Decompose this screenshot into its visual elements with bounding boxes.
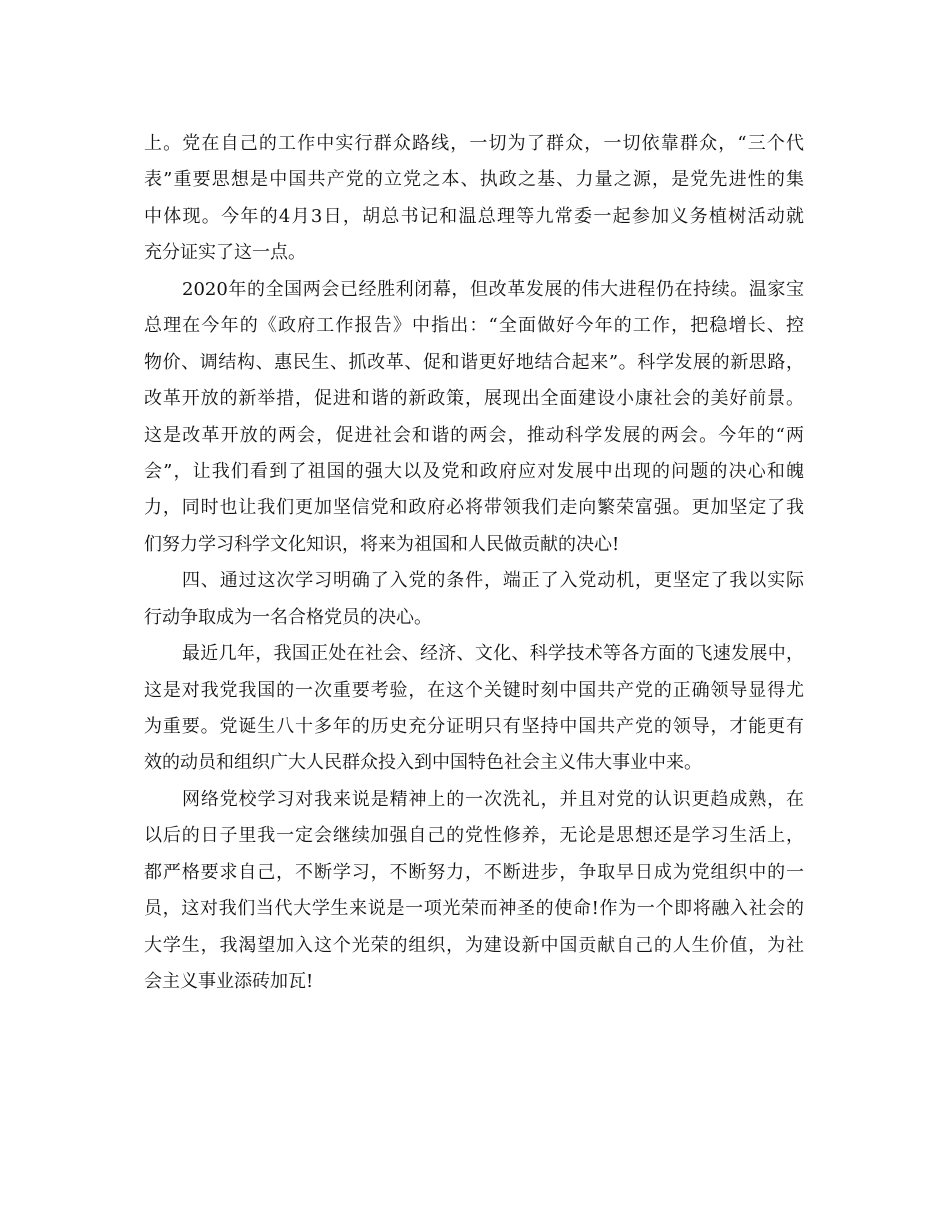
- text-line: 总理在今年的《政府工作报告》中指出：“全面做好今年的工作，把稳增长、控: [144, 315, 804, 337]
- text-line: 这是对我党我国的一次重要考验，在这个关键时刻中国共产党的正确领导显得尤: [144, 679, 804, 701]
- text-line: 都严格要求自己，不断学习，不断努力，不断进步，争取早日成为党组织中的一: [144, 861, 804, 883]
- text-line: 网络党校学习对我来说是精神上的一次洗礼，并且对党的认识更趋成熟，在: [182, 788, 804, 810]
- text-line: 2020年的全国两会已经胜利闭幕，但改革发展的伟大进程仍在持续。温家宝: [182, 278, 804, 300]
- text-line: 充分证实了这一点。: [144, 242, 306, 264]
- text-line: 上。党在自己的工作中实行群众路线，一切为了群众，一切依靠群众，“三个代: [144, 133, 804, 154]
- text-line: 效的动员和组织广大人民群众投入到中国特色社会主义伟大事业中来。: [144, 752, 702, 774]
- text-line: 力，同时也让我们更加坚信党和政府必将带领我们走向繁荣富强。更加坚定了我: [144, 497, 804, 519]
- text-line: 物价、调结构、惠民生、抓改革、促和谐更好地结合起来”。科学发展的新思路，: [144, 351, 804, 373]
- text-line: 这是改革开放的两会，促进社会和谐的两会，推动科学发展的两会。今年的“两: [144, 424, 804, 446]
- text-line: 行动争取成为一名合格党员的决心。: [144, 606, 432, 628]
- text-line: 会”，让我们看到了祖国的强大以及党和政府应对发展中出现的问题的决心和魄: [144, 460, 804, 482]
- text-line: 们努力学习科学文化知识，将来为祖国和人民做贡献的决心!: [144, 533, 620, 555]
- text-line: 大学生，我渴望加入这个光荣的组织，为建设新中国贡献自己的人生价值，为社: [144, 934, 804, 956]
- text-line: 改革开放的新举措，促进和谐的新政策，展现出全面建设小康社会的美好前景。: [144, 388, 804, 410]
- text-line: 最近几年，我国正处在社会、经济、文化、科学技术等各方面的飞速发展中，: [182, 643, 804, 665]
- text-line: 会主义事业添砖加瓦!: [144, 971, 314, 993]
- text-line: 中体现。今年的4月3日，胡总书记和温总理等九常委一起参加义务植树活动就: [144, 205, 804, 227]
- document-body: [144, 126, 804, 1001]
- text-line: 表”重要思想是中国共产党的立党之本、执政之基、力量之源，是党先进性的集: [144, 169, 804, 191]
- text-line: 四、通过这次学习明确了入党的条件，端正了入党动机，更坚定了我以实际: [182, 570, 804, 592]
- text-line: 以后的日子里我一定会继续加强自己的党性修养，无论是思想还是学习生活上，: [144, 825, 804, 847]
- text-line: 为重要。党诞生八十多年的历史充分证明只有坚持中国共产党的领导，才能更有: [144, 716, 804, 737]
- text-line: 员，这对我们当代大学生来说是一项光荣而神圣的使命!作为一个即将融入社会的: [144, 898, 804, 920]
